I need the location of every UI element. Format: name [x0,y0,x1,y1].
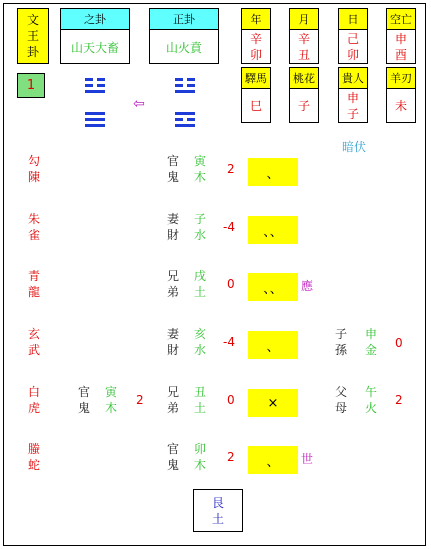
pillar-value: 申酉 [394,32,407,62]
shiying: 應 [301,279,314,293]
shensha-2 [338,67,368,123]
hidden-right-num-1: 0 [395,336,403,350]
shensha-value: 子 [297,99,310,113]
palace-box [193,489,243,532]
zheng-gua-panel [149,8,219,64]
yao-mark: 、 [266,166,280,182]
hidden-right-relation-1: 子孫 [334,327,347,357]
zhi-gua-panel [60,8,130,64]
shensha-1 [289,67,319,123]
zhi-gua-header [61,9,129,30]
beast: 螣蛇 [27,442,40,472]
hidden-right-zhi-1: 申金 [364,327,377,357]
pillar-0 [241,8,271,64]
relation: 官鬼 [166,442,179,472]
num: 2 [227,450,235,464]
pillar-2 [338,8,368,64]
palace-label: 艮土 [211,495,224,526]
yao-mark: 、 [266,454,280,470]
num: 2 [227,162,235,176]
pillar-1 [289,8,319,64]
zhi: 子水 [193,212,206,242]
beast: 白虎 [27,385,40,415]
hidden-left-zhi: 寅木 [104,385,117,415]
yao-bar[interactable] [248,158,298,186]
zhi: 寅木 [193,154,206,184]
shensha-3 [386,67,416,123]
zhi-gua-header-label: 之卦 [84,13,106,26]
beast: 青龍 [27,269,40,299]
zheng-gua-header [150,9,218,30]
arrow-left-icon: ⇦ [133,96,145,112]
hidden-right-num-2: 2 [395,393,403,407]
hidden-left-relation: 官鬼 [77,385,90,415]
pillar-label: 月 [290,9,318,30]
relation: 妻財 [166,327,179,357]
shensha-value: 未 [394,99,407,113]
relation: 兄弟 [166,269,179,299]
beast: 朱雀 [27,212,40,242]
num: 0 [227,277,235,291]
yao-mark: 、、 [263,224,283,240]
zhi: 丑土 [193,385,206,415]
yao-bar[interactable] [248,446,298,474]
yao-bar[interactable] [248,216,298,244]
anfu-label: 暗伏 [342,140,367,154]
beast: 勾陳 [27,154,40,184]
hidden-right-relation-2: 父母 [334,385,347,415]
relation: 官鬼 [166,154,179,184]
wenwang-title: 文王卦 [26,13,39,59]
shensha-label: 羊刃 [387,68,415,89]
relation: 兄弟 [166,385,179,415]
shiying: 世 [301,452,314,466]
pillar-value: 辛卯 [249,32,262,62]
beast: 玄武 [27,327,40,357]
pillar-value: 辛丑 [297,32,310,62]
wenwang-number-button[interactable] [17,73,45,98]
yao-mark: 、 [266,339,280,355]
zhi: 亥水 [193,327,206,357]
num: 0 [227,393,235,407]
zheng-gua-header-label: 正卦 [173,13,195,26]
num: -4 [223,220,235,234]
shensha-label: 驛馬 [242,68,270,89]
relation: 妻財 [166,212,179,242]
shensha-value: 巳 [249,99,262,113]
hidden-left-num: 2 [136,393,144,407]
yao-mark: 、、 [263,281,283,297]
zhi-gua-name: 山天大畜 [70,40,119,55]
hidden-right-zhi-2: 午火 [364,385,377,415]
pillar-label: 空亡 [387,9,415,30]
yao-bar[interactable] [248,273,298,301]
zheng-gua-name: 山火賁 [165,40,202,55]
yao-bar[interactable] [248,331,298,359]
yao-mark: × [267,395,279,411]
shensha-label: 桃花 [290,68,318,89]
pillar-label: 日 [339,9,367,30]
shensha-value: 申子 [346,91,359,121]
shensha-label: 貴人 [339,68,367,89]
wenwang-title-box [17,8,49,64]
wenwang-number: 1 [26,78,36,93]
pillar-value: 己卯 [346,32,359,62]
yao-bar[interactable] [248,389,298,417]
zhi: 卯木 [193,442,206,472]
zhi: 戌土 [193,269,206,299]
pillar-label: 年 [242,9,270,30]
shensha-0 [241,67,271,123]
pillar-3 [386,8,416,64]
num: -4 [223,335,235,349]
